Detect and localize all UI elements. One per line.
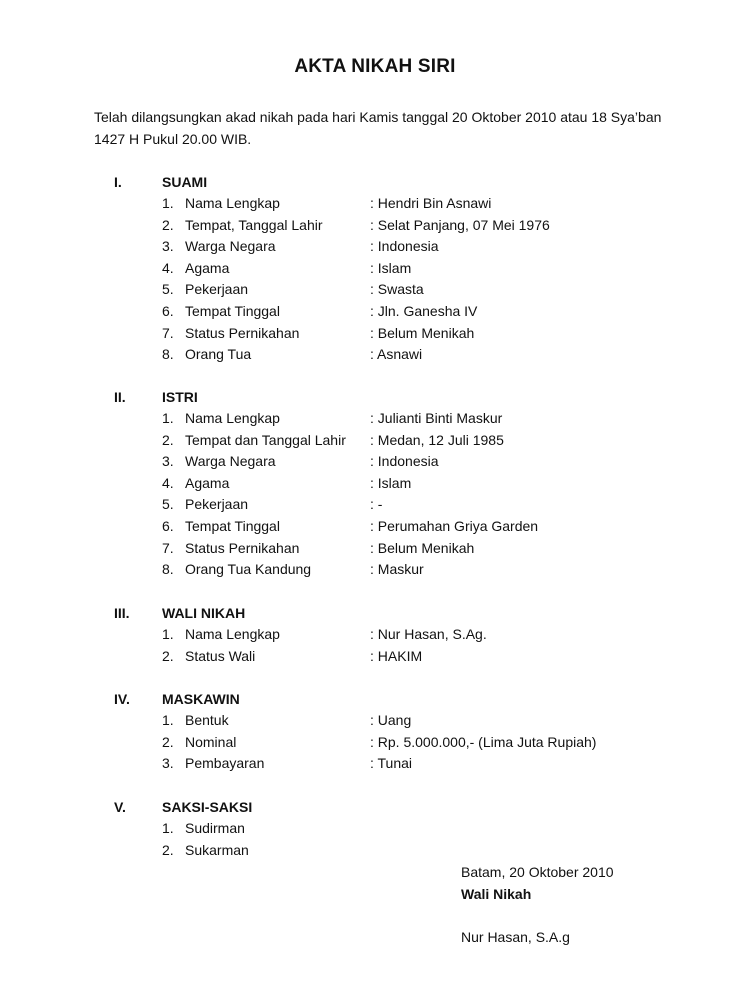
item-label: Status Wali (185, 647, 256, 664)
list-item (0, 323, 750, 345)
item-label: Status Pernikahan (185, 324, 300, 341)
section-number: V. (114, 799, 126, 815)
list-item (0, 408, 750, 430)
item-label: Pembayaran (185, 755, 265, 772)
section-wali-nikah (0, 602, 750, 667)
signature-place-date: Batam, 20 Oktober 2010 (461, 864, 614, 880)
list-item (0, 840, 750, 862)
item-number: 3. (162, 755, 174, 772)
item-value: : Hendri Bin Asnawi (370, 195, 492, 211)
item-number: 2. (162, 431, 174, 448)
list-item (0, 818, 750, 840)
item-value: : Indonesia (370, 238, 439, 255)
item-label: Warga Negara (185, 238, 276, 255)
section-title: SAKSI-SAKSI (162, 799, 253, 815)
item-value: : Asnawi (370, 346, 423, 363)
item-number: 1. (162, 712, 174, 728)
item-number: 4. (162, 474, 174, 491)
item-value: : Nur Hasan, S.Ag. (370, 626, 487, 642)
item-label: Sukarman (185, 841, 249, 858)
item-value: : Uang (370, 712, 412, 728)
item-value: : Medan, 12 Juli 1985 (370, 431, 504, 448)
item-value: : Julianti Binti Maskur (370, 410, 503, 426)
item-label: Nama Lengkap (185, 626, 280, 642)
item-label: Pekerjaan (185, 496, 249, 513)
section-number: I. (114, 174, 122, 190)
item-label: Nominal (185, 733, 237, 750)
item-number: 4. (162, 259, 174, 276)
item-label: Pekerjaan (185, 281, 249, 298)
item-value: : Swasta (370, 281, 424, 298)
item-number: 2. (162, 733, 174, 750)
section-title: WALI NIKAH (162, 605, 246, 621)
section-title: SUAMI (162, 174, 208, 190)
intro-paragraph: Telah dilangsungkan akad nikah pada hari Kamis tanggal 20 Oktober 2010 atau 18 Sya’ban 1427 H Pukul 20.00 WIB. (94, 109, 662, 147)
list-item (0, 473, 750, 495)
section-header (0, 386, 750, 408)
list-item (0, 451, 750, 473)
item-label: Nama Lengkap (185, 410, 280, 426)
section-title: MASKAWIN (162, 691, 240, 707)
item-number: 5. (162, 281, 174, 298)
item-number: 2. (162, 216, 174, 233)
item-value: : Selat Panjang, 07 Mei 1976 (370, 216, 550, 233)
section-header (0, 171, 750, 193)
list-item (0, 430, 750, 452)
list-item (0, 301, 750, 323)
item-value: : Tunai (370, 755, 413, 772)
item-value: : Islam (370, 259, 412, 276)
item-label: Sudirman (185, 820, 245, 836)
item-number: 1. (162, 626, 174, 642)
item-value: : Rp. 5.000.000,- (Lima Juta Rupiah) (370, 733, 597, 750)
section-header (0, 796, 750, 818)
item-number: 5. (162, 496, 174, 513)
section-saksi-saksi (0, 796, 750, 861)
item-number: 1. (162, 410, 174, 426)
section-istri (0, 386, 750, 581)
item-value: : Belum Menikah (370, 324, 475, 341)
item-label: Bentuk (185, 712, 229, 728)
list-item (0, 538, 750, 560)
item-number: 2. (162, 841, 174, 858)
list-item (0, 236, 750, 258)
item-number: 2. (162, 647, 174, 664)
section-number: II. (114, 389, 126, 405)
item-label: Orang Tua Kandung (185, 561, 312, 578)
section-header (0, 688, 750, 710)
item-value: : - (370, 496, 383, 513)
list-item (0, 710, 750, 732)
item-number: 7. (162, 539, 174, 556)
item-number: 3. (162, 453, 174, 470)
section-maskawin (0, 688, 750, 775)
section-suami (0, 171, 750, 366)
item-label: Warga Negara (185, 453, 276, 470)
signature-block (461, 861, 614, 948)
list-item (0, 624, 750, 646)
item-label: Tempat, Tanggal Lahir (185, 216, 323, 233)
item-value: : HAKIM (370, 647, 423, 664)
item-number: 1. (162, 820, 174, 836)
item-number: 6. (162, 302, 174, 319)
section-header (0, 602, 750, 624)
document-title: AKTA NIKAH SIRI (294, 56, 456, 77)
signature-space (461, 905, 614, 926)
item-value: : Islam (370, 474, 412, 491)
list-item (0, 494, 750, 516)
signature-name: Nur Hasan, S.A.g (461, 929, 570, 945)
list-item (0, 279, 750, 301)
list-item (0, 732, 750, 754)
item-value: : Indonesia (370, 453, 439, 470)
item-value: : Maskur (370, 561, 424, 578)
list-item (0, 753, 750, 775)
list-item (0, 646, 750, 668)
item-label: Agama (185, 474, 230, 491)
section-number: IV. (114, 691, 130, 707)
item-label: Status Pernikahan (185, 539, 300, 556)
list-item (0, 258, 750, 280)
item-number: 7. (162, 324, 174, 341)
list-item (0, 559, 750, 581)
signature-role: Wali Nikah (461, 886, 532, 902)
item-number: 1. (162, 195, 174, 211)
list-item (0, 215, 750, 237)
item-number: 6. (162, 517, 174, 534)
item-label: Agama (185, 259, 230, 276)
item-number: 3. (162, 238, 174, 255)
item-value: : Perumahan Griya Garden (370, 517, 539, 534)
list-item (0, 344, 750, 366)
item-label: Orang Tua (185, 346, 252, 363)
section-number: III. (114, 605, 130, 621)
item-label: Tempat dan Tanggal Lahir (185, 431, 346, 448)
item-label: Tempat Tinggal (185, 517, 280, 534)
item-number: 8. (162, 561, 174, 578)
item-number: 8. (162, 346, 174, 363)
item-label: Tempat Tinggal (185, 302, 280, 319)
list-item (0, 193, 750, 215)
list-item (0, 516, 750, 538)
item-value: : Belum Menikah (370, 539, 475, 556)
section-title: ISTRI (162, 389, 198, 405)
item-label: Nama Lengkap (185, 195, 280, 211)
item-value: : Jln. Ganesha IV (370, 302, 478, 319)
